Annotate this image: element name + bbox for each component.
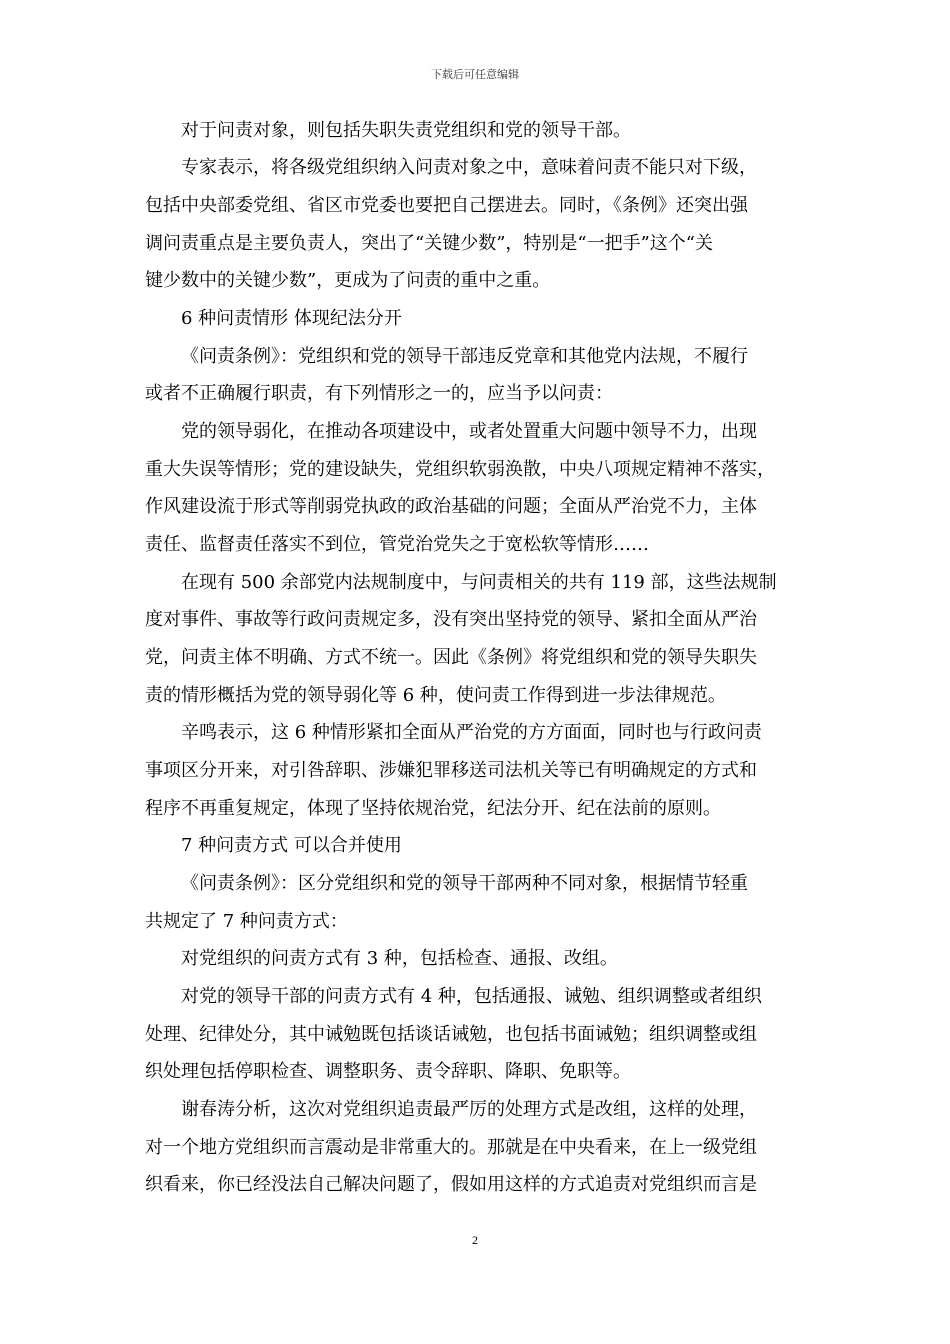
text-line: 织看来，你已经没法自己解决问题了，假如用这样的方式追责对党组织而言是	[145, 1174, 757, 1195]
text-line: 程序不再重复规定，体现了坚持依规治党，纪法分开、纪在法前的原则。	[145, 798, 721, 819]
text-line: 责任、监督责任落实不到位，管党治党失之于宽松软等情形……	[145, 534, 649, 555]
text-line: 调问责重点是主要负责人，突出了“关键少数”，特别是“一把手”这个“关	[145, 233, 714, 254]
text-line: 对于问责对象，则包括失职失责党组织和党的领导干部。	[181, 120, 631, 141]
text-line: 《问责条例》：党组织和党的领导干部违反党章和其他党内法规，不履行	[181, 346, 748, 367]
text-line: 辛鸣表示，这 6 种情形紧扣全面从严治党的方方面面，同时也与行政问责	[181, 722, 762, 743]
section-heading: 6 种问责情形 体现纪法分开	[181, 308, 402, 329]
text-line: 重大失误等情形；党的建设缺失，党组织软弱涣散，中央八项规定精神不落实，	[145, 459, 775, 480]
text-line: 度对事件、事故等行政问责规定多，没有突出坚持党的领导、紧扣全面从严治	[145, 609, 757, 630]
text-line: 党，问责主体不明确、方式不统一。因此《条例》将党组织和党的领导失职失	[145, 647, 757, 668]
text-line: 对一个地方党组织而言震动是非常重大的。那就是在中央看来，在上一级党组	[145, 1137, 757, 1158]
text-line: 专家表示，将各级党组织纳入问责对象之中，意味着问责不能只对下级，	[181, 157, 757, 178]
text-line: 在现有 500 余部党内法规制度中，与问责相关的共有 119 部，这些法规制	[181, 572, 777, 593]
text-line: 键少数中的关键少数”，更成为了问责的重中之重。	[145, 270, 551, 291]
text-line: 处理、纪律处分，其中诫勉既包括谈话诫勉，也包括书面诫勉；组织调整或组	[145, 1024, 757, 1045]
text-line: 作风建设流于形式等削弱党执政的政治基础的问题；全面从严治党不力，主体	[145, 496, 757, 517]
section-heading: 7 种问责方式 可以合并使用	[181, 835, 402, 856]
page-number: 2	[472, 1233, 478, 1247]
text-line: 共规定了 7 种问责方式：	[145, 911, 348, 932]
page-header: 下载后可任意编辑	[431, 68, 519, 81]
text-line: 《问责条例》：区分党组织和党的领导干部两种不同对象，根据情节轻重	[181, 873, 748, 894]
text-line: 或者不正确履行职责，有下列情形之一的，应当予以问责：	[145, 383, 613, 404]
text-line: 织处理包括停职检查、调整职务、责令辞职、降职、免职等。	[145, 1061, 631, 1082]
text-line: 事项区分开来，对引咎辞职、涉嫌犯罪移送司法机关等已有明确规定的方式和	[145, 760, 757, 781]
text-line: 责的情形概括为党的领导弱化等 6 种，使问责工作得到进一步法律规范。	[145, 685, 726, 706]
text-line: 包括中央部委党组、省区市党委也要把自己摆进去。同时，《条例》还突出强	[145, 195, 748, 216]
text-line: 党的领导弱化，在推动各项建设中，或者处置重大问题中领导不力，出现	[181, 421, 757, 442]
text-line: 对党组织的问责方式有 3 种，包括检查、通报、改组。	[181, 948, 618, 969]
text-line: 谢春涛分析，这次对党组织追责最严厉的处理方式是改组，这样的处理，	[181, 1099, 757, 1120]
text-line: 对党的领导干部的问责方式有 4 种，包括通报、诫勉、组织调整或者组织	[181, 986, 762, 1007]
